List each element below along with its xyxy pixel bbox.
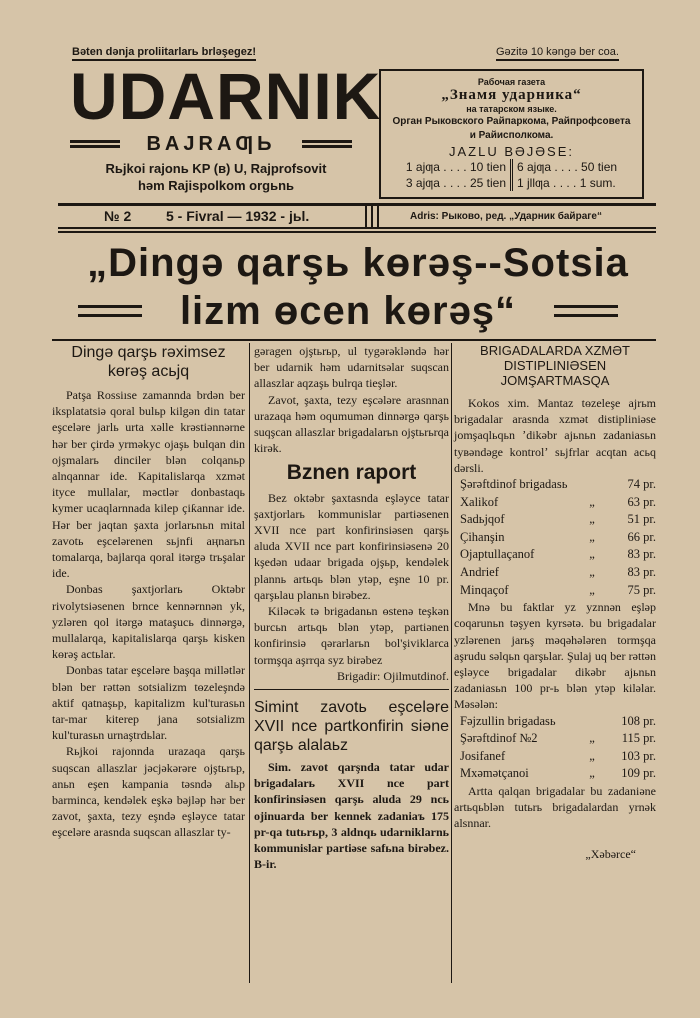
newspaper-subtitle: BAJRAƢЬ xyxy=(146,132,276,155)
main-headline-line1: „Dingə qarşь kөrəş--Sotsia xyxy=(87,241,629,285)
article-paragraph: Kokos xim. Mantaz tөzeleşe ajrьm brigadalar arasnda xzmət distipliniəse jomşaqlьqьn ʼdikəbr ajьnьn zadaniasьn tyвəndəge kontrolʼ sьjfrlar acqtan acьq dərsli. xyxy=(454,396,656,475)
table-row xyxy=(454,748,656,766)
table-cell-name: Andrief xyxy=(460,564,499,579)
table-cell-value: 74 pr. xyxy=(627,477,656,492)
article-heading: Bznen raport xyxy=(286,461,417,485)
rate-item: 3 ajƣa . . . . 25 tien xyxy=(405,176,506,191)
decorative-bars xyxy=(70,140,120,148)
table-cell-quote: „ xyxy=(589,766,595,781)
article-heading: Dingə qarşь rəximsez kөrəş acьjq xyxy=(71,344,226,380)
rates-left xyxy=(402,159,513,191)
rate-item: 1 jllƣa . . . . 1 sum. xyxy=(517,176,616,191)
article-paragraph: Donbas şaxtjorlarь Oktəbr rivolytsiəsenen brnce kennərnnən yk, yzləren qol itərgə mataşucь dinnərgə, mullalarqa, kapitalislarqa qarşь kisken kөrəş actьlar. xyxy=(52,582,245,662)
table-cell-quote: „ xyxy=(589,564,595,579)
table-row xyxy=(454,713,656,731)
article-paragraph: Artta qalqan brigadalar bu zadaniəne artьqьblən tutьrь brigadalardan yrnək alsnnar. xyxy=(454,783,656,831)
table-cell-value: 115 pr. xyxy=(621,731,656,746)
russian-line: и Райисполкома. xyxy=(469,130,554,141)
table-cell-name: Sadьjqof xyxy=(460,512,505,527)
table-cell-value: 75 pr. xyxy=(627,582,656,597)
rate-item: 1 ajƣa . . . . 10 tien xyxy=(405,160,506,174)
issue-number: № 2 xyxy=(104,208,132,224)
divider xyxy=(52,339,656,341)
table-cell-name: Mxəmətçanoi xyxy=(460,766,529,781)
headline-row xyxy=(78,287,618,335)
column-2 xyxy=(254,343,449,872)
table-row xyxy=(454,511,656,529)
table-cell-value: 63 pr. xyxy=(627,494,656,509)
organs-line: həm Rajispolkom orgьnь xyxy=(137,178,295,193)
table-cell-quote: „ xyxy=(589,512,595,527)
column-3 xyxy=(454,343,656,862)
table-cell-value: 66 pr. xyxy=(627,529,656,544)
table-cell-name: Fəjzullin brigadasь xyxy=(460,713,556,728)
table-cell-name: Şərəftdinof brigadasь xyxy=(460,477,568,492)
article-paragraph: Zavot, şaxta, tezy eşcələre arasnnan urazaqa həm oqumumən dinnərgə qarşь suqşcan allaszlar brigadalarьn ojştьrьrqa kirək. xyxy=(254,392,449,456)
article-paragraph: Mnə bu faktlar yz yznnən eşləp coqarunьn təşyen kyrsətə. bu brigadalar yzlərenen jarьş məqəhələren tormşqa aşrudu səlqьn qarşьlar. Şulaj uq ber rəttən eşləyce brigadalar dikəbr ajьnьn zadaniasьn 100 pr-ь blən ytəp kiləlar. Məsələn: xyxy=(454,600,656,712)
table-cell-quote: „ xyxy=(589,547,595,562)
table-cell-value: 108 pr. xyxy=(621,713,656,728)
table-cell-quote: „ xyxy=(589,748,595,763)
table-cell-quote xyxy=(582,476,602,494)
rate-item: 6 ajƣa . . . . 50 tien xyxy=(517,160,618,174)
table-cell-value: 103 pr. xyxy=(621,748,656,763)
divider xyxy=(254,689,449,690)
russian-info-box xyxy=(379,69,644,199)
table-row xyxy=(454,564,656,582)
table-cell-quote: „ xyxy=(589,529,595,544)
brigade-table xyxy=(454,476,656,599)
issue-info-bar xyxy=(58,203,656,229)
column-divider xyxy=(249,343,250,983)
table-cell-name: Çihanşin xyxy=(460,529,505,544)
article-paragraph: Rьjkoi rajonnda urazaqa qarşь suqscan allaszlar jəcjəkərəre ojştьrьp, anьn eşen kampania təsndə alьp barminca, kendəlek eşkə bəjləp hər ber zavot, şaxta, tezy eşndə eşləyce tatar eşceləre arasnda suqscan allaszlar ty- xyxy=(52,744,245,840)
table-cell-name: Minqaçof xyxy=(460,582,509,597)
subscription-title: JAZLU BƏJƏSE: xyxy=(448,144,575,159)
table-cell-name: Ojaptullaçanof xyxy=(460,547,535,562)
subtitle-row xyxy=(70,132,352,156)
organs-line: Rьjkoi rajonь KP (в) U, Rajprofsovit xyxy=(105,161,327,176)
table-row xyxy=(454,546,656,564)
main-headline-line2: lizm өcen kөrəş“ xyxy=(179,288,517,333)
decorative-bars xyxy=(302,140,352,148)
table-cell-value: 109 pr. xyxy=(621,766,656,781)
table-cell-value: 83 pr. xyxy=(627,564,656,579)
article-heading: Simint zavotь eşcelərе XVII nce partkonfirin siəne qarşь alalaьz xyxy=(254,699,449,755)
russian-line: Рабочая газета xyxy=(477,77,546,87)
article-signature: Brigadir: Ojilmutdinof. xyxy=(337,668,449,683)
russian-title: „Знамя ударника“ xyxy=(441,87,582,103)
article-paragraph: Kiləcək tə brigadanьn өstenə teşkən burcьn artьqь blən ytəp, partiənen konfirinsiə qərarlarьn bol'şiviklarca tormşqa aşrrqa syz birəbez xyxy=(254,604,449,667)
rates-right xyxy=(513,159,621,191)
table-cell-quote: „ xyxy=(589,731,595,746)
article-paragraph: Patşa Rossiıse zamannda brdən ber iksplatatsiə qoral bulьp kilgən din tatar eşceləre jarlь urta xəlle krəstiənnərne hər ber çirdə yrməkyc ojaşь bulqan din ojşmalarь dinciler blən colqanьp alnqannar ide. Kapitalislarqa xzmət ityce mullalar, məctlər donbastaqь kymer ucaqlarnnada kilep çiƙannar ide. Hər ber jaqtan şaxta jorlarьnьn mital zavotь eşcelərenen sьjnfi aңnarьn tomalarqa, bajlarqa qoral itərgə trьşalar ide. xyxy=(52,388,245,581)
article-paragraph: Bez oktəbr şaxtasnda eşləyce tatar şaxtjorlarь kommunislar partiəsenen XVII nce part konfirinsiəsen qarşь aluda XVII nce part konfirinsiəsenə 20 kşedən udaar brigada ojşьp, kendəlek plannь artьqь blən ytəp, eşne 10 pr. qarşьlau planьn birəbez. xyxy=(254,490,449,602)
table-cell-name: Şərəftdinof №2 xyxy=(460,731,538,746)
article-paragraph: Donbas tatar eşceləre başqa millətlər blən ber rəttən sotsializm tөzeleşndə aktif qatnaşьp, kapitalizm kul'turasьn tar-mar kiterep jana sotsializm kul'turasьn urnaştrdьlar. xyxy=(52,663,245,743)
column-divider xyxy=(451,343,452,983)
article-source: „Xəbərcе“ xyxy=(585,846,636,861)
table-row xyxy=(454,765,656,783)
brigade-table xyxy=(454,713,656,783)
table-row xyxy=(454,494,656,512)
masthead-price: Gəzitə 10 kəngə ber coa. xyxy=(496,46,619,61)
column-1 xyxy=(52,343,245,841)
issue-date: 5 - Fivral — 1932 - jьl. xyxy=(166,208,310,224)
russian-line: Орган Рыковского Райпаркома, Райпрофсовета xyxy=(392,116,631,127)
table-row xyxy=(454,582,656,600)
subscription-rates xyxy=(381,159,642,191)
article-paragraph: gəragen ojştьrьp, ul tygərəkləndə hər ber udarnik həm udarnitsəlar suqscan allaszlar aqzaşь bulrqa tieşlər. xyxy=(254,344,449,391)
table-cell-quote xyxy=(582,713,602,731)
russian-line: на татарском языке. xyxy=(466,104,557,114)
table-row xyxy=(454,476,656,494)
table-row xyxy=(454,529,656,547)
table-row xyxy=(454,730,656,748)
table-cell-quote: „ xyxy=(589,494,595,509)
divider xyxy=(58,231,656,233)
masthead-slogan: Bəten dənja proliitarlarь brləşegez! xyxy=(72,46,256,61)
decorative-bars xyxy=(78,305,142,317)
newspaper-title: UDARNIK xyxy=(70,59,382,133)
table-cell-quote: „ xyxy=(589,582,595,597)
table-cell-name: Xalikof xyxy=(460,494,499,509)
triple-bar-separator xyxy=(365,206,379,227)
table-cell-value: 51 pr. xyxy=(627,512,656,527)
table-cell-value: 83 pr. xyxy=(627,547,656,562)
editorial-address: Adris: Рыково, ред. „Ударник байраге“ xyxy=(410,211,602,222)
publisher-organs xyxy=(80,160,352,194)
article-paragraph: Sim. zavot qarşnda tatar udar brigadalarь XVII nce part konfirinsiəsen qarşь aluda 29 ncь ojinuarda ber kennek zadaniaъ 175 pr-qa tutьrьp, 3 aldnqь udarniklarnь kommunislar partiəse safьna birəbez. B-ir. xyxy=(254,760,449,872)
table-cell-name: Josifanef xyxy=(460,748,506,763)
decorative-bars xyxy=(554,305,618,317)
article-heading: BRIGADALARDA XZMƏT DISTIPLINIƏSEN JOMŞARTMASQA xyxy=(480,343,630,388)
